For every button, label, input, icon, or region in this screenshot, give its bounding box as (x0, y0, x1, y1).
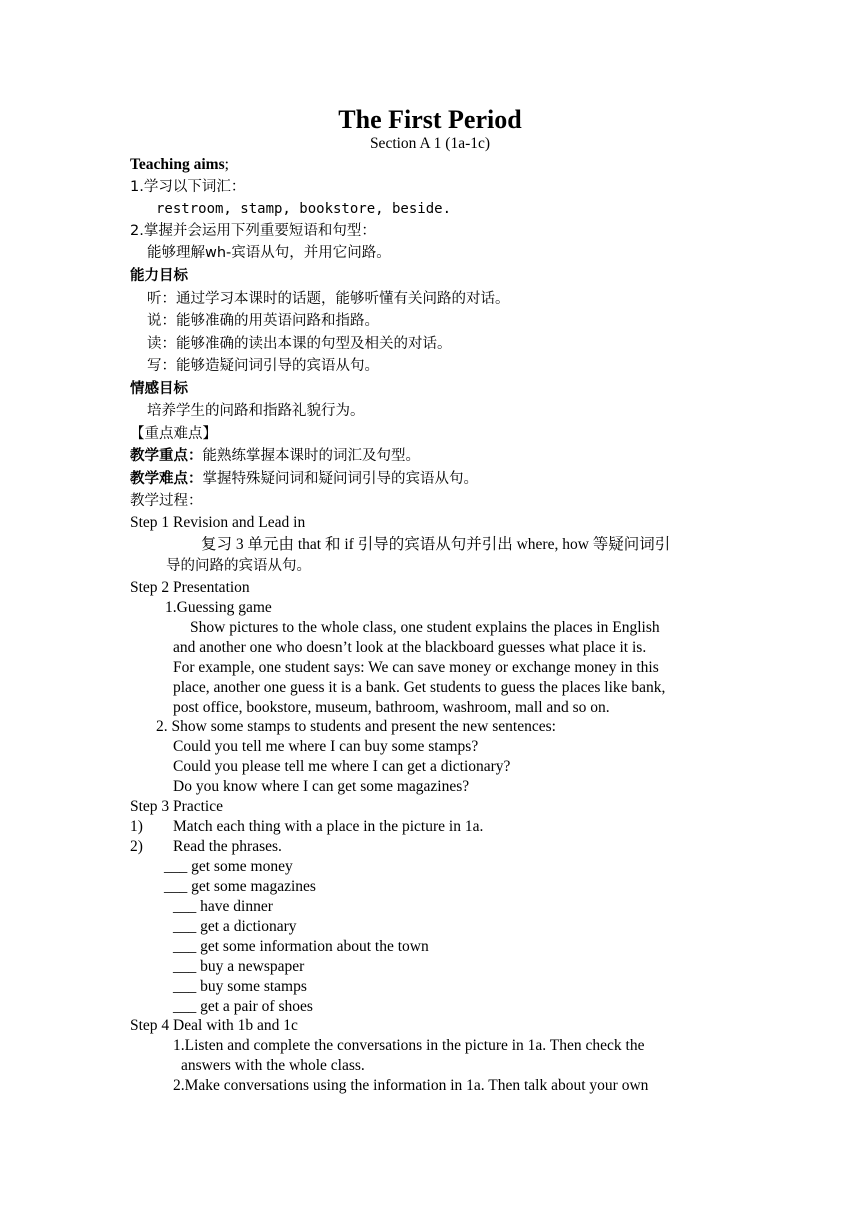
page-title: The First Period (338, 105, 522, 134)
step2-sub1: 1.Guessing game (165, 599, 272, 616)
keypoints-heading: 【重点难点】 (130, 426, 217, 442)
step1-line1: 复习 3 单元由 that 和 if 引导的宾语从句并引出 where, how 等疑问词引 (201, 536, 671, 553)
difficulty-label: 教学难点： (130, 471, 203, 487)
aim-item-2-desc: 能够理解wh-宾语从句，并用它问路。 (147, 245, 391, 261)
step3-item-1 (130, 817, 483, 837)
ability-write: 写：能够造疑问词引导的宾语从句。 (147, 358, 379, 374)
phrase-item: ___ get some information about the town (173, 938, 429, 955)
section-subtitle: Section A 1 (1a-1c) (369, 135, 491, 152)
step4-heading: Step 4 Deal with 1b and 1c (130, 1017, 298, 1034)
teaching-aims-punct: ; (224, 156, 229, 173)
step2-para-line5: post office, bookstore, museum, bathroom, washroom, mall and so on. (173, 699, 610, 716)
step2-para-line4: place, another one guess it is a bank. Get students to guess the places like bank, (173, 679, 666, 696)
step3-item-2-number: 2) (130, 838, 143, 855)
step2-sub2: 2. Show some stamps to students and present the new sentences: (156, 718, 556, 735)
focus-line (130, 446, 420, 466)
emotion-text: 培养学生的问路和指路礼貌行为。 (147, 403, 365, 419)
phrase-item: ___ have dinner (173, 898, 273, 915)
step2-heading: Step 2 Presentation (130, 579, 250, 596)
teaching-aims-label: Teaching aims (130, 156, 225, 173)
focus-text: 能熟练掌握本课时的词汇及句型。 (202, 448, 420, 464)
step2-para-line2: and another one who doesn’t look at the blackboard guesses what place it is. (173, 639, 647, 656)
phrase-item: ___ buy some stamps (173, 978, 307, 995)
sentence-1: Could you tell me where I can buy some stamps? (173, 738, 479, 755)
step1-line2: 导的问路的宾语从句。 (166, 558, 311, 574)
phrase-item: ___ get a dictionary (173, 918, 297, 935)
process-heading: 教学过程： (130, 493, 203, 509)
step1-heading: Step 1 Revision and Lead in (130, 514, 306, 531)
step3-heading: Step 3 Practice (130, 798, 223, 815)
difficulty-line (130, 469, 478, 489)
vocab-list: restroom, stamp, bookstore, beside. (156, 201, 452, 217)
ability-speak: 说：能够准确的用英语问路和指路。 (147, 313, 379, 329)
aim-item-1: 1.学习以下词汇： (130, 179, 246, 195)
step3-item-1-number: 1) (130, 818, 143, 835)
step3-item-2 (130, 837, 282, 857)
step3-item-1-text: Match each thing with a place in the picture in 1a. (173, 818, 484, 835)
focus-label: 教学重点： (130, 448, 203, 464)
phrase-item: ___ get a pair of shoes (173, 998, 313, 1015)
step4-line2: answers with the whole class. (181, 1057, 365, 1074)
difficulty-text: 掌握特殊疑问词和疑问词引导的宾语从句。 (202, 471, 478, 487)
step3-item-2-text: Read the phrases. (173, 838, 282, 855)
sentence-3: Do you know where I can get some magazines? (173, 778, 470, 795)
emotion-heading: 情感目标 (130, 381, 188, 397)
sentence-2: Could you please tell me where I can get a dictionary? (173, 758, 511, 775)
ability-listen: 听：通过学习本课时的话题，能够听懂有关问路的对话。 (147, 291, 510, 307)
phrase-item: ___ buy a newspaper (173, 958, 305, 975)
ability-read: 读：能够准确的读出本课的句型及相关的对话。 (147, 336, 452, 352)
aim-item-2: 2.掌握并会运用下列重要短语和句型： (130, 223, 376, 239)
step2-para-line1: Show pictures to the whole class, one student explains the places in English (190, 619, 660, 636)
teaching-aims-heading (130, 155, 229, 175)
step4-line3: 2.Make conversations using the information in 1a. Then talk about your own (173, 1077, 649, 1094)
phrase-item: ___ get some magazines (164, 878, 316, 895)
step2-para-line3: For example, one student says: We can save money or exchange money in this (173, 659, 659, 676)
phrase-item: ___ get some money (164, 858, 293, 875)
ability-heading: 能力目标 (130, 268, 188, 284)
step4-line1: 1.Listen and complete the conversations in the picture in 1a. Then check the (173, 1037, 645, 1054)
